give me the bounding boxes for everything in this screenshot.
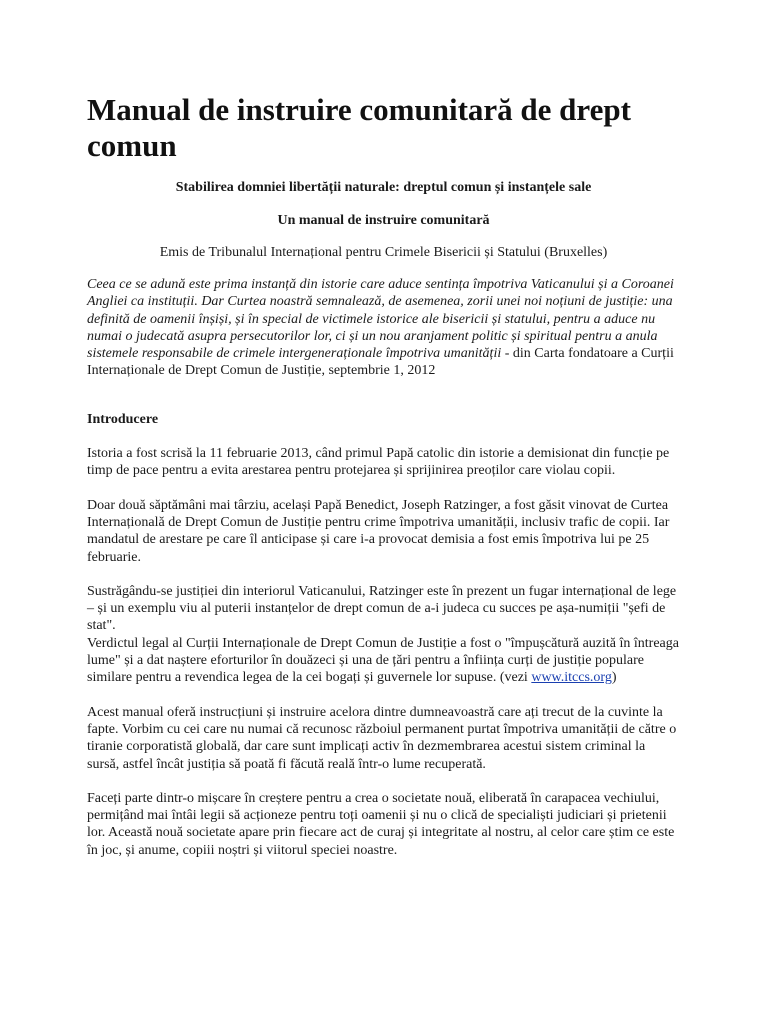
document-subtitle-secondary: Un manual de instruire comunitară xyxy=(277,213,490,228)
document-subtitle: Stabilirea domniei libertății naturale: dreptul comun și instanțele sale xyxy=(175,180,592,195)
paragraph-1: Istoria a fost scrisă la 11 februarie 2013, când primul Papă catolic din istorie a demisionat din funcție pe timp de pace pentru a evita arestarea pentru protejarea și sprijinirea preoților care violau copii. xyxy=(87,446,670,479)
section-heading-introduction: Introducere xyxy=(87,411,159,427)
paragraph-2: Doar două săptămâni mai târziu, același Papă Benedict, Joseph Ratzinger, a fost găsit vinovat de Curtea Internațională de Drept Comun de Justiție pentru crime împotriva umanității, inclusiv trafic de copii. Iar mandatul de arestare pe care îl anticipase și care i-a provocat demisia a fost emis împotriva lui pe 25 februarie. xyxy=(87,497,670,565)
itccs-link[interactable]: www.itccs.org xyxy=(531,670,612,686)
paragraph-5: Faceți parte dintr-o mișcare în creștere pentru a crea o societate nouă, eliberată în carapacea vechiului, permițând mai întâi legii să acționeze pentru toți oamenii și nu o clică de specialiști judiciari și prietenii lor. Această nouă societate apare prin fiecare act de curaj și integritate al nostru, al celor care știm ce este în joc, și anume, copiii noștri și viitorul speciei noastre. xyxy=(87,790,675,858)
paragraph-3-part-3: ) xyxy=(611,670,617,686)
paragraph-3-part-2: Verdictul legal al Curții Internaționale de Drept Comun de Justiție a fost o "împușcătură auzită în întreaga lume" și a dat naștere eforturilor în douăzeci și una de țări pentru a înființa curți de justiție populare similare pentru a revendica legea de la cei bogați și guvernele lor supuse. (vezi xyxy=(87,635,679,686)
quote-italic-text: Ceea ce se adună este prima instanță din istorie care aduce sentința împotriva Vaticanului și a Coroanei Angliei ca instituții. Dar Curtea noastră semnalează, de asemenea, zorii unei noi noțiuni de justiție: una definită de oamenii înșiși, și în special de victimele istorice ale bisericii și statului, pentru a aduce nu numai o judecată asupra persecutorilor lor, ci și un nou aranjament politic și spiritual pentru a anula sistemele responsabile de crimele intergeneraționale împotriva umanității xyxy=(87,277,674,362)
paragraph-3 xyxy=(87,583,680,687)
paragraph-4: Acest manual oferă instrucțiuni și instruire acelora dintre dumneavoastră care ați trecut de la cuvinte la fapte. Vorbim cu cei care nu numai că recunosc războiul permanent purtat împotriva umanității de către o tiranie corporatistă globală, dar care sunt implicați activ în dezmembrarea acestui sistem criminal la sursă, astfel încât justiția să poată fi făcută reală într-o lume recuperată. xyxy=(87,704,677,772)
founding-charter-quote xyxy=(87,276,680,380)
paragraph-3-part-1: Sustrăgându-se justiției din interiorul Vaticanului, Ratzinger este în prezent un fugar internațional de lege – și un exemplu viu al puterii instanțelor de drept comun de a-i judeca cu succes pe așa-numiții "șefi de stat". xyxy=(87,583,677,634)
document-issuer: Emis de Tribunalul Internațional pentru Crimele Bisericii și Statului (Bruxelles) xyxy=(159,245,608,260)
document-title: Manual de instruire comunitară de drept comun xyxy=(87,92,631,163)
quote-source: - din Carta fondatoare a Curții Internaționale de Drept Comun de Justiție, septembrie 1, 2012 xyxy=(87,346,674,379)
